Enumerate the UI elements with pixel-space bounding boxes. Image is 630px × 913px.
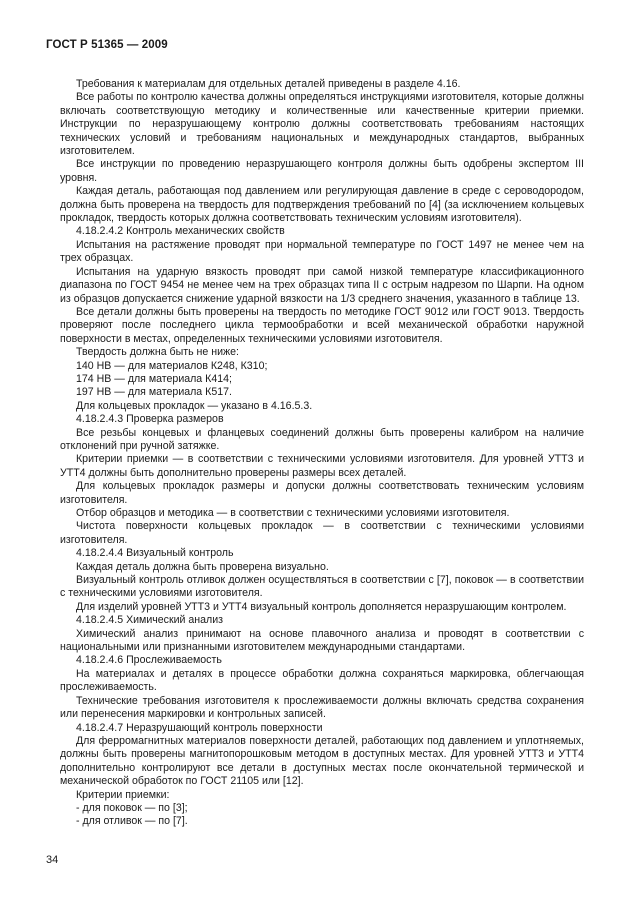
paragraph: Все резьбы концевых и фланцевых соединений должны быть проверены калибром на наличие отклонений при ручной затяжке. — [60, 426, 584, 452]
paragraph: Испытания на растяжение проводят при нормальной температуре по ГОСТ 1497 не менее чем на трех образцах. — [60, 238, 584, 265]
paragraph: Требования к материалам для отдельных деталей приведены в разделе 4.16. — [76, 78, 461, 90]
list-item: 174 НВ — для материала К414; — [76, 372, 232, 385]
section-heading: 4.18.2.4.7 Неразрушающий контроль поверхности — [76, 721, 323, 734]
section-heading: 4.18.2.4.5 Химический анализ — [76, 614, 223, 627]
paragraph: Все детали должны быть проверены на твердость по методике ГОСТ 9012 или ГОСТ 9013. Твердость проверяют после последнего цикла термообработки и всей механической обработки наружной поверхности в местах, определенных техническими условиями изготовителя. — [60, 305, 584, 345]
paragraph: Для ферромагнитных материалов поверхности деталей, работающих под давлением и уплотняемых, должны быть проверены магнитопорошковым методом в доступных местах. Для уровней УТТ3 и УТТ4 дополнительно контролируют все детали в доступных местах после окончательной термической и механической обработок по ГОСТ 21105 или [12]. — [60, 734, 584, 788]
paragraph: Испытания на ударную вязкость проводят при самой низкой температуре классификационного диапазона по ГОСТ 9454 не менее чем на трех образцах типа II с острым надрезом по Шарпи. На одном из образцов допускается снижение ударной вязкости на 1/3 среднего значения, указанного в таблице 13. — [60, 265, 584, 305]
paragraph: Твердость должна быть не ниже: — [76, 346, 239, 359]
paragraph: Технические требования изготовителя к прослеживаемости должны включать средства сохранения или перенесения маркировки и контрольных записей. — [60, 694, 584, 721]
paragraph: Каждая деталь, работающая под давлением или регулирующая давление в среде с сероводородом, должна быть проверена на твердость для подтверждения требований по [4] (за исключением кольцевых прокладок, твердость которых должна соответствовать техническим условиям изготовителя). — [60, 185, 584, 225]
document-header: ГОСТ Р 51365 — 2009 — [46, 39, 168, 51]
paragraph: Для кольцевых прокладок размеры и допуски должны соответствовать техническим условиям изготовителя. — [60, 480, 584, 506]
paragraph: Для изделий уровней УТТ3 и УТТ4 визуальный контроль дополняется неразрушающим контролем. — [76, 600, 567, 613]
paragraph: Отбор образцов и методика — в соответствии с техническими условиями изготовителя. — [76, 507, 510, 519]
paragraph: Критерии приемки: — [76, 788, 170, 801]
list-item: - для поковок — по [3]; — [76, 801, 188, 814]
document-body — [60, 78, 584, 829]
paragraph: Каждая деталь должна быть проверена визуально. — [76, 560, 329, 573]
page-number: 34 — [46, 854, 59, 866]
paragraph: Критерии приемки — в соответствии с техническими условиями изготовителя. Для уровней УТТ3 и УТТ4 должны быть дополнительно проверены размеры всех деталей. — [60, 453, 584, 479]
paragraph: Все работы по контролю качества должны определяться инструкциями изготовителя, которые должны включать соответствующую методику и количественные или качественные критерии приемки. Инструкции по неразрушающему контролю должны соответствовать требованиям настоящих технических условий и требованиям национальных и международных стандартов, выбранных изготовителем. — [60, 91, 584, 158]
list-item: - для отливок — по [7]. — [76, 815, 188, 828]
section-heading: 4.18.2.4.4 Визуальный контроль — [76, 547, 234, 560]
section-heading: 4.18.2.4.3 Проверка размеров — [76, 413, 224, 426]
paragraph: Химический анализ принимают на основе плавочного анализа и проводят в соответствии с национальными или признанными изготовителем международными стандартами. — [60, 627, 584, 654]
paragraph: Все инструкции по проведению неразрушающего контроля должны быть одобрены экспертом III уровня. — [60, 158, 584, 184]
list-item: 197 НВ — для материала К517. — [76, 386, 232, 399]
paragraph: Чистота поверхности кольцевых прокладок — в соответствии с техническими условиями изготовителя. — [60, 520, 584, 546]
section-heading: 4.18.2.4.2 Контроль механических свойств — [76, 225, 285, 238]
paragraph: Для кольцевых прокладок — указано в 4.16.5.3. — [76, 399, 313, 412]
section-heading: 4.18.2.4.6 Прослеживаемость — [76, 654, 222, 667]
paragraph: На материалах и деталях в процессе обработки должна сохраняться маркировка, облегчающая прослеживаемость. — [60, 667, 584, 694]
list-item: 140 НВ — для материалов К248, К310; — [76, 359, 268, 372]
paragraph: Визуальный контроль отливок должен осуществляться в соответствии с [7], поковок — в соответствии с техническими условиями изготовителя. — [60, 574, 584, 600]
